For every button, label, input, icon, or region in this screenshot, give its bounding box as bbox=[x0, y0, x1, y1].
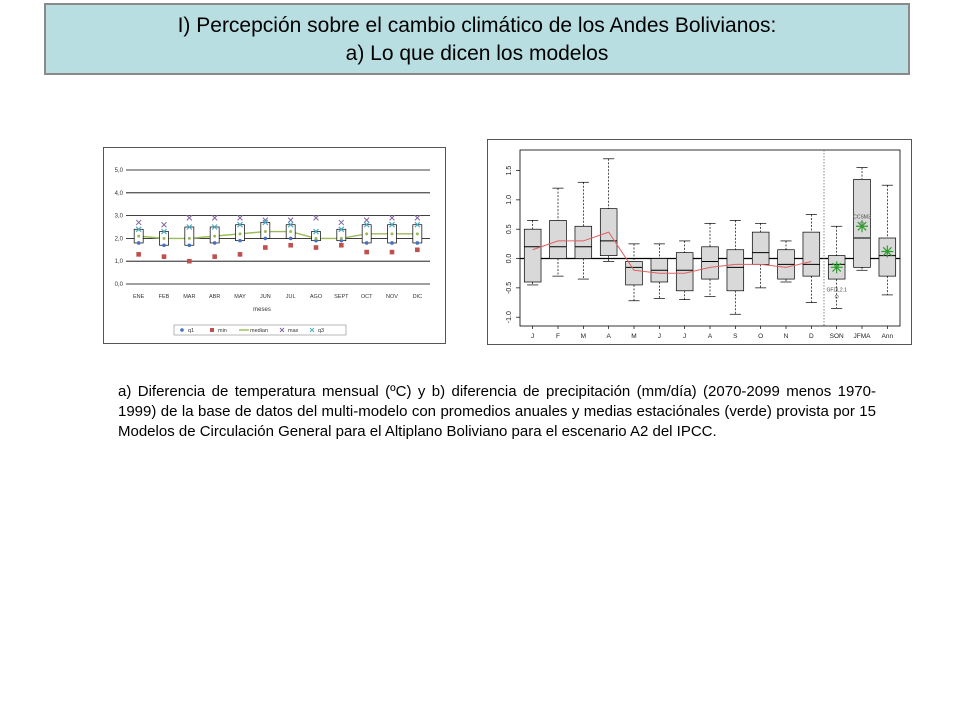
x-tick-label: ENE bbox=[133, 294, 145, 300]
y-tick-label: 1,0 bbox=[114, 259, 123, 266]
max-point bbox=[364, 218, 369, 223]
title-line-1: I) Percepción sobre el cambio climático de los Andes Bolivianos: bbox=[177, 14, 777, 37]
y-tick-label: -0.5 bbox=[506, 281, 513, 294]
x-tick-label: SON bbox=[829, 333, 844, 340]
max-point bbox=[162, 222, 167, 227]
min-point bbox=[263, 245, 268, 250]
x-tick-label: JUL bbox=[285, 294, 296, 300]
min-point bbox=[212, 254, 217, 259]
figure-caption: a) Diferencia de temperatura mensual (ºC) y b) diferencia de precipitación (mm/día) (2070-2099 menos 1970-1999) de la base de datos del multi-modelo con promedios anuales y medias estaciónales (verde) provista por 15 Modelos de Circulación General para el Altiplano Boliviano para el escenario A2 del IPCC. bbox=[118, 383, 876, 440]
max-point bbox=[339, 220, 344, 225]
max-point bbox=[415, 215, 420, 220]
box bbox=[575, 226, 592, 258]
max-point bbox=[238, 215, 243, 220]
box bbox=[702, 247, 719, 279]
box bbox=[185, 227, 194, 245]
x-tick-label: OCT bbox=[360, 294, 373, 300]
precipitation-chart-svg bbox=[488, 140, 911, 344]
x-tick-label: J bbox=[657, 333, 661, 340]
x-tick-label: S bbox=[733, 333, 738, 340]
q1-point bbox=[264, 237, 268, 241]
x-tick-label: DIC bbox=[412, 294, 423, 300]
x-tick-label: O bbox=[758, 333, 764, 340]
x-tick-label: M bbox=[580, 333, 587, 340]
q1-point bbox=[289, 237, 293, 241]
x-tick-label: J bbox=[683, 333, 687, 340]
q1-point bbox=[365, 241, 369, 245]
median-point bbox=[163, 237, 166, 240]
legend-min-marker bbox=[210, 328, 214, 332]
x-tick-label: NOV bbox=[386, 294, 398, 300]
median-point bbox=[391, 232, 394, 235]
min-point bbox=[314, 245, 319, 250]
annotation-label: GFDL2.1 bbox=[826, 287, 847, 294]
min-point bbox=[187, 259, 192, 264]
x-tick-label: A bbox=[707, 333, 713, 340]
box bbox=[550, 220, 567, 258]
q1-point bbox=[188, 243, 192, 247]
x-tick-label: D bbox=[808, 333, 814, 340]
monthly-mean-line bbox=[533, 232, 812, 273]
legend-label: min bbox=[218, 328, 227, 334]
median-point bbox=[340, 237, 343, 240]
median-point bbox=[137, 235, 140, 238]
max-point bbox=[314, 215, 319, 220]
min-point bbox=[288, 243, 293, 248]
min-point bbox=[390, 250, 395, 255]
y-tick-label: 4,0 bbox=[114, 190, 123, 197]
median-point bbox=[315, 237, 318, 240]
x-tick-label: J bbox=[531, 333, 535, 340]
max-point bbox=[212, 215, 217, 220]
box bbox=[727, 250, 744, 291]
y-tick-label: 1.5 bbox=[506, 165, 513, 176]
median-point bbox=[264, 230, 267, 233]
x-tick-label: FEB bbox=[158, 294, 170, 300]
max-point bbox=[390, 215, 395, 220]
median-point bbox=[188, 237, 191, 240]
precipitation-chart bbox=[487, 139, 912, 345]
box bbox=[626, 261, 643, 284]
median-line bbox=[139, 232, 418, 239]
temperature-chart-svg bbox=[104, 148, 445, 343]
max-point bbox=[288, 218, 293, 223]
x-tick-label: JUN bbox=[259, 294, 271, 300]
min-point bbox=[162, 254, 167, 259]
y-tick-label: 0,0 bbox=[114, 282, 123, 288]
box bbox=[524, 229, 541, 282]
max-point bbox=[187, 215, 192, 220]
min-point bbox=[136, 252, 141, 257]
x-tick-label: M bbox=[631, 333, 637, 340]
min-point bbox=[238, 252, 243, 257]
median-point bbox=[416, 232, 419, 235]
legend-label: q3 bbox=[318, 328, 325, 334]
x-tick-label: JFMA bbox=[853, 333, 871, 340]
min-point bbox=[364, 250, 369, 255]
median-point bbox=[239, 232, 242, 235]
q1-point bbox=[390, 241, 394, 245]
q1-point bbox=[213, 241, 217, 245]
x-tick-label: AGO bbox=[309, 294, 323, 300]
x-tick-label: MAR bbox=[183, 294, 196, 300]
y-tick-label: 0.0 bbox=[506, 253, 513, 264]
x-tick-label: A bbox=[606, 333, 611, 340]
median-point bbox=[213, 235, 216, 238]
y-tick-label: 5,0 bbox=[114, 168, 123, 174]
legend-label: median bbox=[250, 328, 269, 334]
title-banner bbox=[44, 3, 910, 75]
legend-label: max bbox=[288, 328, 299, 334]
median-point bbox=[365, 232, 368, 235]
min-point bbox=[339, 243, 344, 248]
q1-point bbox=[137, 241, 141, 245]
q1-point bbox=[162, 243, 166, 247]
annotation-label: CCSM3 bbox=[853, 214, 871, 221]
legend-label: q1 bbox=[188, 328, 195, 334]
x-tick-label: Ann bbox=[881, 333, 894, 340]
min-point bbox=[415, 248, 420, 253]
max-point bbox=[136, 220, 141, 225]
y-tick-label: 3,0 bbox=[114, 213, 123, 220]
y-tick-label: 0.5 bbox=[506, 224, 513, 235]
x-axis-label: meses bbox=[253, 307, 271, 313]
x-tick-label: SEPT bbox=[334, 294, 349, 300]
x-tick-label: N bbox=[783, 333, 789, 340]
box bbox=[752, 232, 769, 264]
y-tick-label: -1.0 bbox=[506, 311, 513, 324]
x-tick-label: MAY bbox=[234, 294, 246, 300]
y-tick-label: 2,0 bbox=[114, 236, 123, 243]
x-tick-label: F bbox=[556, 333, 560, 340]
title-line-2: a) Lo que dicen los modelos bbox=[345, 42, 609, 65]
x-tick-label: ABR bbox=[209, 294, 221, 300]
box bbox=[803, 232, 820, 276]
legend-q1-marker bbox=[180, 328, 184, 332]
q1-point bbox=[416, 241, 420, 245]
median-point bbox=[289, 230, 292, 233]
y-tick-label: 1.0 bbox=[506, 194, 513, 205]
q1-point bbox=[238, 239, 242, 243]
temperature-chart bbox=[103, 147, 446, 344]
